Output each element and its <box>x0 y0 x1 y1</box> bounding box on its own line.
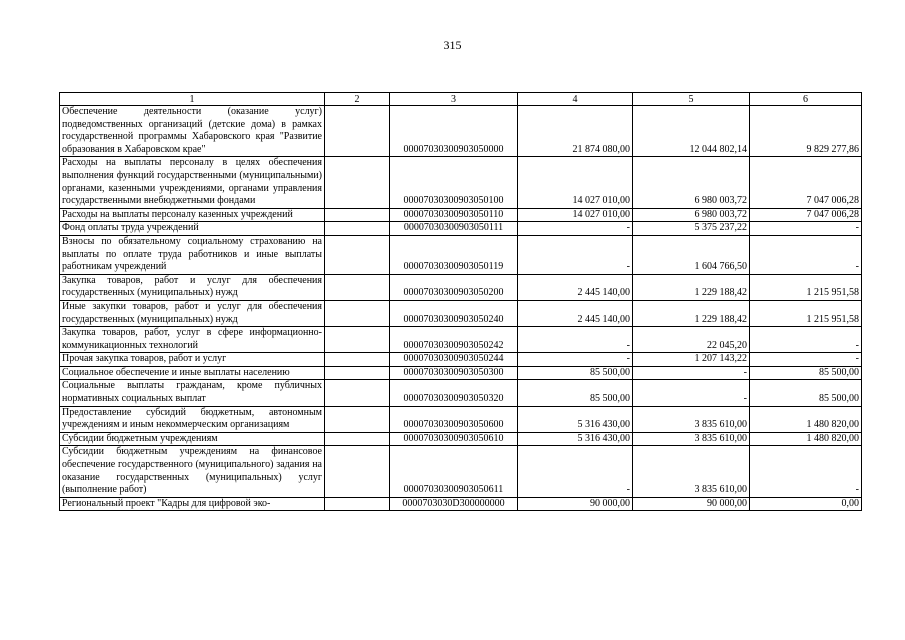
row-col2 <box>325 300 390 326</box>
row-col5: 22 045,20 <box>633 327 750 353</box>
column-header: 2 <box>325 93 390 106</box>
row-col5: 1 604 766,50 <box>633 235 750 274</box>
table-row <box>60 406 862 432</box>
row-name: Субсидии бюджетным учреждениям <box>60 432 325 446</box>
row-col5: 90 000,00 <box>633 497 750 511</box>
row-name: Закупка товаров, работ, услуг в сфере информационно-коммуникационных технологий <box>60 327 325 353</box>
row-code: 00007030300903050240 <box>390 300 518 326</box>
row-col5: 1 207 143,22 <box>633 353 750 367</box>
row-code: 00007030300903050610 <box>390 432 518 446</box>
row-col6: 0,00 <box>750 497 862 511</box>
row-code: 00007030300903050119 <box>390 235 518 274</box>
row-col6: - <box>750 222 862 236</box>
row-name: Региональный проект "Кадры для цифровой эко- <box>60 497 325 511</box>
row-col4: - <box>518 235 633 274</box>
row-col4: 2 445 140,00 <box>518 274 633 300</box>
row-col6: - <box>750 353 862 367</box>
row-col5: 1 229 188,42 <box>633 300 750 326</box>
row-name: Предоставление субсидий бюджетным, автономным учреждениям и иным некоммерческим организациям <box>60 406 325 432</box>
row-col2 <box>325 222 390 236</box>
table-row <box>60 222 862 236</box>
row-col5: - <box>633 366 750 380</box>
row-col4: - <box>518 327 633 353</box>
row-col5: 3 835 610,00 <box>633 406 750 432</box>
table-row <box>60 300 862 326</box>
row-name: Субсидии бюджетным учреждениям на финансовое обеспечение государственного (муниципального) задания на оказание государственных (муниципальных) услуг (выполнение работ) <box>60 446 325 497</box>
row-name: Прочая закупка товаров, работ и услуг <box>60 353 325 367</box>
row-code: 00007030300903050320 <box>390 380 518 406</box>
row-col6: 9 829 277,86 <box>750 106 862 157</box>
column-header: 4 <box>518 93 633 106</box>
column-header: 1 <box>60 93 325 106</box>
row-col5: 6 980 003,72 <box>633 208 750 222</box>
budget-table <box>59 92 862 511</box>
row-col2 <box>325 235 390 274</box>
column-header: 3 <box>390 93 518 106</box>
row-col4: 5 316 430,00 <box>518 406 633 432</box>
table-row <box>60 497 862 511</box>
row-col2 <box>325 157 390 208</box>
column-header: 6 <box>750 93 862 106</box>
row-col6: 7 047 006,28 <box>750 157 862 208</box>
row-col6: 1 480 820,00 <box>750 406 862 432</box>
row-code: 00007030300903050611 <box>390 446 518 497</box>
row-name: Фонд оплаты труда учреждений <box>60 222 325 236</box>
row-name: Расходы на выплаты персоналу казенных учреждений <box>60 208 325 222</box>
row-col2 <box>325 406 390 432</box>
row-col6: 1 215 951,58 <box>750 300 862 326</box>
row-col2 <box>325 497 390 511</box>
table-row <box>60 235 862 274</box>
page-number: 315 <box>443 38 462 52</box>
row-col4: 21 874 080,00 <box>518 106 633 157</box>
row-col4: 2 445 140,00 <box>518 300 633 326</box>
row-col5: - <box>633 380 750 406</box>
table-row <box>60 208 862 222</box>
row-col4: 85 500,00 <box>518 366 633 380</box>
row-col2 <box>325 432 390 446</box>
row-col5: 12 044 802,14 <box>633 106 750 157</box>
row-col6: - <box>750 235 862 274</box>
table-row <box>60 366 862 380</box>
row-col4: 14 027 010,00 <box>518 208 633 222</box>
row-col6: - <box>750 446 862 497</box>
column-header: 5 <box>633 93 750 106</box>
table-header-row <box>60 93 862 106</box>
row-col4: 90 000,00 <box>518 497 633 511</box>
row-col5: 3 835 610,00 <box>633 446 750 497</box>
row-code: 00007030300903050100 <box>390 157 518 208</box>
row-code: 00007030300903050110 <box>390 208 518 222</box>
row-col2 <box>325 380 390 406</box>
table-row <box>60 106 862 157</box>
row-code: 00007030300903050200 <box>390 274 518 300</box>
row-code: 00007030300903050000 <box>390 106 518 157</box>
row-code: 00007030300903050300 <box>390 366 518 380</box>
row-col2 <box>325 353 390 367</box>
table-row <box>60 446 862 497</box>
row-col5: 3 835 610,00 <box>633 432 750 446</box>
row-col2 <box>325 208 390 222</box>
row-name: Социальные выплаты гражданам, кроме публичных нормативных социальных выплат <box>60 380 325 406</box>
row-col5: 5 375 237,22 <box>633 222 750 236</box>
table-row <box>60 380 862 406</box>
row-col6: 1 480 820,00 <box>750 432 862 446</box>
row-col4: - <box>518 353 633 367</box>
row-name: Расходы на выплаты персоналу в целях обеспечения выполнения функций государственными (муниципальными) органами, казенными учреждениями, органами управления государственными внебюджетными фондами <box>60 157 325 208</box>
table-row <box>60 432 862 446</box>
row-col6: - <box>750 327 862 353</box>
row-col4: 5 316 430,00 <box>518 432 633 446</box>
row-code: 00007030300903050242 <box>390 327 518 353</box>
table-row <box>60 274 862 300</box>
row-col2 <box>325 366 390 380</box>
row-col6: 85 500,00 <box>750 366 862 380</box>
row-name: Социальное обеспечение и иные выплаты населению <box>60 366 325 380</box>
row-col2 <box>325 327 390 353</box>
row-name: Обеспечение деятельности (оказание услуг) подведомственных организаций (детские дома) в рамках государственной программы Хабаровского края "Развитие образования в Хабаровском крае" <box>60 106 325 157</box>
table-row <box>60 327 862 353</box>
row-col5: 6 980 003,72 <box>633 157 750 208</box>
row-col4: - <box>518 222 633 236</box>
row-col2 <box>325 446 390 497</box>
row-col6: 85 500,00 <box>750 380 862 406</box>
row-col6: 7 047 006,28 <box>750 208 862 222</box>
table-row <box>60 157 862 208</box>
row-code: 00007030300903050600 <box>390 406 518 432</box>
row-col2 <box>325 274 390 300</box>
row-code: 00007030300903050244 <box>390 353 518 367</box>
row-name: Иные закупки товаров, работ и услуг для обеспечения государственных (муниципальных) нужд <box>60 300 325 326</box>
row-col4: 14 027 010,00 <box>518 157 633 208</box>
row-name: Закупка товаров, работ и услуг для обеспечения государственных (муниципальных) нужд <box>60 274 325 300</box>
row-col5: 1 229 188,42 <box>633 274 750 300</box>
row-col4: 85 500,00 <box>518 380 633 406</box>
row-col4: - <box>518 446 633 497</box>
row-col2 <box>325 106 390 157</box>
row-code: 0000703030D300000000 <box>390 497 518 511</box>
table-row <box>60 353 862 367</box>
row-col6: 1 215 951,58 <box>750 274 862 300</box>
row-name: Взносы по обязательному социальному страхованию на выплаты по оплате труда работников и иные выплаты работникам учреждений <box>60 235 325 274</box>
row-code: 00007030300903050111 <box>390 222 518 236</box>
